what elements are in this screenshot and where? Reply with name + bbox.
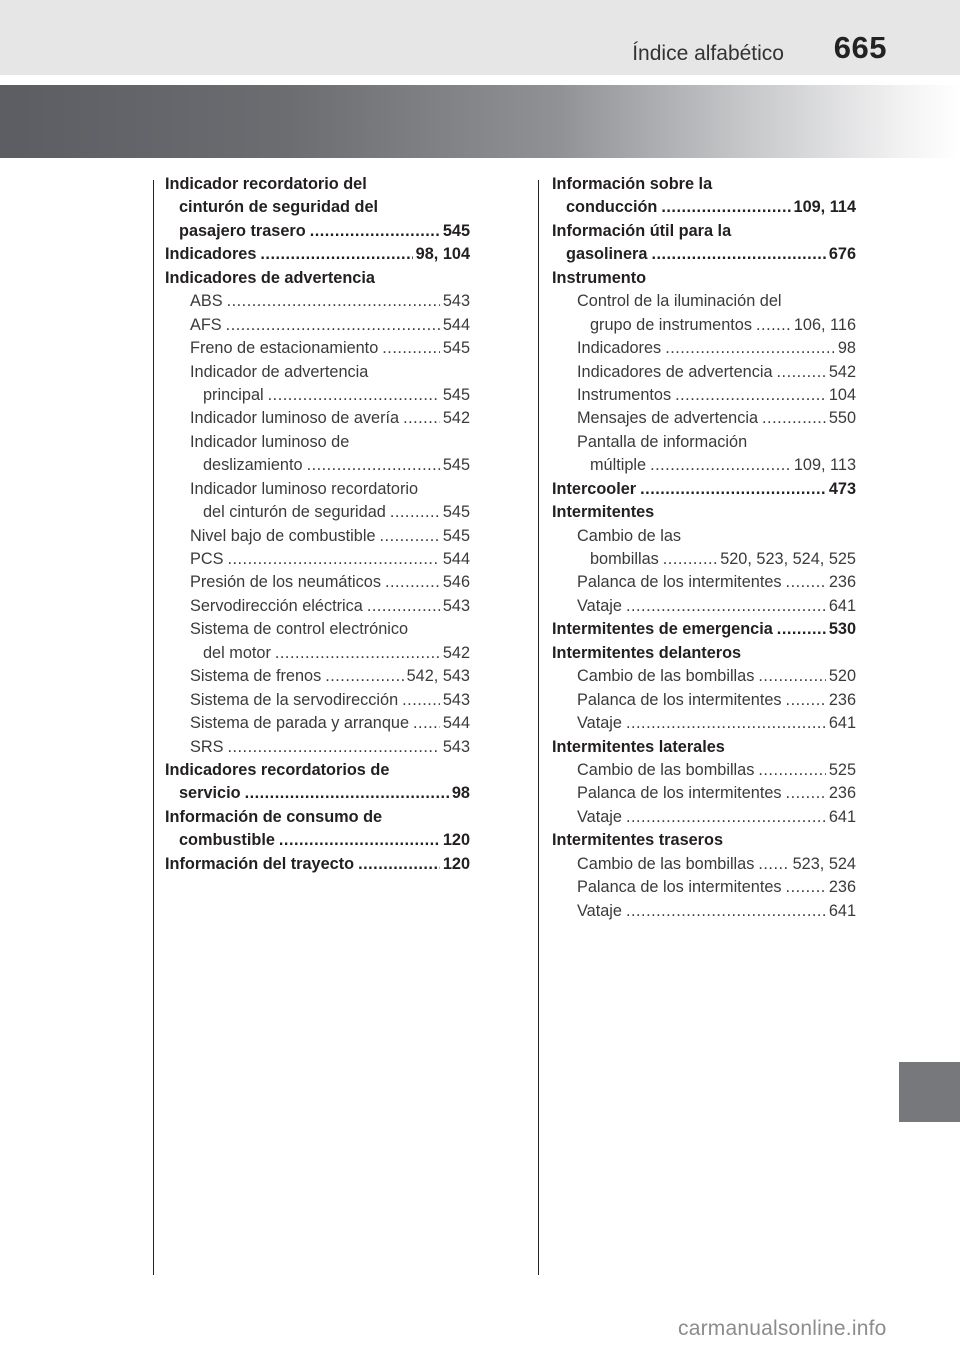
index-entry-text: Vataje — [577, 901, 622, 920]
index-entry-text: Indicador recordatorio del — [165, 175, 367, 193]
index-entry-text: PCS — [190, 550, 224, 568]
index-entry-text: múltiple — [590, 456, 647, 475]
page-reference[interactable]: 545 — [442, 221, 470, 240]
dot-leader — [777, 361, 826, 384]
index-entry-text: conducción — [566, 198, 658, 217]
index-column-right — [552, 173, 856, 923]
index-entry-text: deslizamiento — [203, 456, 303, 475]
index-entry-line — [577, 337, 856, 360]
page-reference[interactable]: 641 — [828, 901, 856, 920]
index-entry-text: grupo de instrumentos — [590, 315, 753, 334]
page-reference[interactable]: 236 — [828, 878, 856, 897]
index-entry-text: Indicador luminoso de avería — [190, 409, 400, 428]
index-entry-text: Palanca de los intermitentes — [577, 784, 782, 803]
index-entry-line — [552, 501, 856, 524]
index-entry-line — [577, 665, 856, 688]
index-entry-line — [190, 384, 470, 407]
index-entry-text: Indicadores de advertencia — [165, 268, 375, 287]
index-entry[interactable] — [165, 806, 470, 853]
index-entry-text: Palanca de los intermitentes — [577, 573, 782, 592]
index-entry-text: Vataje — [577, 714, 622, 733]
index-entry[interactable] — [552, 595, 856, 618]
index-entry-line — [165, 220, 470, 243]
index-entry-text: Cambio de las bombillas — [577, 760, 755, 779]
index-entry-text: del motor — [203, 643, 271, 662]
index-entry[interactable] — [552, 384, 856, 407]
index-entry[interactable] — [165, 595, 470, 618]
dot-leader — [626, 595, 826, 618]
index-entry-text: Presión de los neumáticos — [190, 573, 381, 592]
page-reference[interactable]: 545 — [442, 339, 470, 358]
index-entry[interactable] — [552, 736, 856, 759]
index-entry-text: Intermitentes laterales — [552, 737, 725, 756]
page-reference[interactable]: 120 — [442, 831, 470, 850]
index-entry-line — [577, 853, 856, 876]
dot-leader — [403, 407, 440, 430]
page-reference[interactable]: 544 — [442, 550, 470, 568]
dot-leader — [675, 384, 826, 407]
index-entry-line — [190, 689, 470, 712]
page-reference[interactable]: 520, 523, 524, 525 — [720, 550, 856, 568]
index-entry-text: servicio — [179, 784, 241, 803]
index-entry-text: Sistema de frenos — [190, 667, 322, 686]
index-entry-text: Información sobre la — [552, 175, 713, 193]
index-entry-text: Palanca de los intermitentes — [577, 690, 782, 709]
page-reference[interactable]: 676 — [828, 245, 856, 264]
index-entry[interactable] — [165, 525, 470, 548]
dot-leader — [227, 290, 440, 313]
index-entry-text: Indicadores — [577, 339, 662, 358]
page-reference[interactable]: 104 — [828, 385, 856, 404]
page-reference[interactable]: 542 — [828, 362, 856, 381]
index-entry-text: Intermitentes traseros — [552, 831, 724, 850]
index-entry[interactable] — [165, 431, 470, 478]
index-entry-text: Información del trayecto — [165, 854, 355, 873]
index-entry-line — [577, 595, 856, 618]
index-entry[interactable] — [165, 243, 470, 266]
index-entry[interactable] — [552, 876, 856, 899]
index-entry[interactable] — [552, 806, 856, 829]
index-entry[interactable] — [165, 736, 470, 759]
index-entry-line — [577, 361, 856, 384]
index-entry[interactable] — [552, 290, 856, 337]
index-entry-text: Indicadores — [165, 245, 257, 264]
page-reference[interactable]: 545 — [442, 385, 470, 404]
index-entry-text: Instrumentos — [577, 385, 672, 404]
index-entry-line — [190, 337, 470, 360]
dot-leader — [380, 525, 440, 548]
page-reference[interactable]: 236 — [828, 690, 856, 709]
index-entry-text: Intermitentes de emergencia — [552, 620, 773, 639]
index-entry-line — [165, 853, 470, 876]
index-entry[interactable] — [552, 853, 856, 876]
index-entry[interactable] — [165, 173, 470, 243]
index-entry-line — [577, 876, 856, 899]
index-entry-text: Cambio de las bombillas — [577, 667, 755, 686]
page-reference[interactable]: 641 — [828, 714, 856, 733]
index-entry[interactable] — [552, 431, 856, 478]
index-entry-text: Freno de estacionamiento — [190, 339, 379, 358]
index-entry-line — [190, 525, 470, 548]
index-entry-text: Control de la iluminación del — [577, 292, 782, 311]
page-reference[interactable]: 545 — [442, 503, 470, 522]
dot-leader — [786, 876, 826, 899]
index-entry-line — [165, 267, 470, 290]
dot-leader — [756, 314, 791, 337]
page-reference[interactable]: 109, 114 — [793, 198, 856, 217]
dot-leader — [227, 548, 439, 571]
index-entry[interactable] — [165, 571, 470, 594]
index-entry[interactable] — [165, 267, 470, 290]
page-reference[interactable]: 641 — [828, 596, 856, 615]
index-entry[interactable] — [552, 478, 856, 501]
index-entry[interactable] — [552, 829, 856, 852]
index-entry-text: Indicador luminoso de — [190, 432, 350, 451]
index-entry-text: Cambio de las — [577, 526, 682, 545]
dot-leader — [390, 501, 440, 524]
index-entry-text: Vataje — [577, 807, 622, 826]
dot-leader — [245, 782, 449, 805]
index-entry-line — [577, 454, 856, 477]
dot-leader — [382, 337, 440, 360]
index-entry-text: Sistema de control electrónico — [190, 620, 409, 639]
index-entry-text: principal — [203, 385, 264, 404]
page-reference[interactable]: 98 — [837, 339, 856, 358]
index-entry-line — [552, 267, 856, 290]
dot-leader — [275, 642, 440, 665]
index-entry-text: Palanca de los intermitentes — [577, 878, 782, 897]
section-thumb-tab[interactable] — [899, 1062, 960, 1122]
section-title: Índice alfabético — [632, 42, 784, 65]
dot-leader — [367, 595, 440, 618]
page-reference[interactable]: 98 — [451, 784, 470, 803]
index-entry-text: AFS — [190, 315, 222, 334]
page-reference[interactable]: 546 — [442, 573, 470, 592]
index-entry[interactable] — [552, 689, 856, 712]
index-entry-text: Cambio de las bombillas — [577, 854, 755, 873]
dot-leader — [663, 548, 717, 571]
dot-leader — [626, 900, 826, 923]
dot-leader — [762, 407, 826, 430]
index-entry[interactable] — [552, 665, 856, 688]
index-entry[interactable] — [552, 900, 856, 923]
page-reference[interactable]: 544 — [442, 714, 470, 733]
index-entry-text: cinturón de seguridad del — [179, 198, 379, 217]
page-reference[interactable]: 542, 543 — [406, 667, 470, 686]
index-entry-text: Sistema de parada y arranque — [190, 714, 410, 733]
index-entry-line — [190, 314, 470, 337]
dot-leader — [786, 782, 826, 805]
index-entry[interactable] — [165, 290, 470, 313]
dot-leader — [626, 712, 826, 735]
dot-leader — [260, 243, 412, 266]
index-entry[interactable] — [552, 571, 856, 594]
index-entry-text: Vataje — [577, 596, 622, 615]
index-entry-text: Indicadores recordatorios de — [165, 760, 390, 779]
index-entry-line — [552, 618, 856, 641]
dot-leader — [786, 689, 826, 712]
index-entry-text: Sistema de la servodirección — [190, 690, 399, 709]
index-entry-text: Intermitentes — [552, 503, 655, 522]
index-entry-line — [577, 384, 856, 407]
index-entry[interactable] — [165, 712, 470, 735]
index-entry[interactable] — [552, 782, 856, 805]
index-entry-line — [165, 173, 470, 196]
index-entry-text: ABS — [190, 292, 223, 311]
page-number: 665 — [833, 30, 887, 65]
header-banner — [0, 85, 960, 158]
dot-leader — [626, 806, 826, 829]
index-entry-line — [165, 782, 470, 805]
page-reference[interactable]: 543 — [442, 737, 470, 756]
page-reference[interactable]: 544 — [442, 315, 470, 334]
index-entry-line — [577, 806, 856, 829]
page-reference[interactable]: 530 — [828, 620, 856, 639]
index-entry-line — [190, 571, 470, 594]
dot-leader — [777, 618, 826, 641]
index-entry[interactable] — [552, 618, 856, 641]
index-entry[interactable] — [165, 853, 470, 876]
dot-leader — [651, 243, 825, 266]
index-entry-text: Mensajes de advertencia — [577, 409, 759, 428]
index-entry[interactable] — [165, 689, 470, 712]
index-entry-line — [190, 665, 470, 688]
index-entry-line — [190, 642, 470, 665]
page-reference[interactable]: 543 — [442, 596, 470, 615]
index-entry-text: combustible — [179, 831, 275, 850]
watermark: carmanualsonline.info — [678, 1317, 887, 1340]
page-reference[interactable]: 106, 116 — [793, 315, 856, 334]
page-reference[interactable]: 120 — [442, 854, 470, 873]
index-entry[interactable] — [552, 267, 856, 290]
column-rule-left — [153, 180, 154, 1275]
index-entry-text: Información de consumo de — [165, 807, 383, 826]
index-entry-text: Indicador luminoso recordatorio — [190, 479, 419, 498]
index-entry-text: Pantalla de información — [577, 432, 748, 451]
page-reference[interactable]: 236 — [828, 573, 856, 592]
index-entry[interactable] — [165, 618, 470, 665]
index-entry[interactable] — [552, 407, 856, 430]
index-entry-line — [190, 431, 470, 454]
dot-leader — [650, 454, 791, 477]
index-entry-line — [552, 829, 856, 852]
index-column-left — [165, 173, 470, 876]
dot-leader — [268, 384, 440, 407]
page-reference[interactable]: 542 — [442, 643, 470, 662]
index-entry-text: gasolinera — [566, 245, 648, 264]
dot-leader — [385, 571, 440, 594]
index-entry-text: Nivel bajo de combustible — [190, 526, 376, 545]
index-entry-line — [190, 712, 470, 735]
index-entry-line — [552, 243, 856, 266]
dot-leader — [413, 712, 440, 735]
page-reference[interactable]: 520 — [828, 667, 856, 686]
dot-leader — [640, 478, 826, 501]
index-entry-line — [552, 220, 856, 243]
page-reference[interactable]: 473 — [828, 479, 856, 498]
index-entry-line — [577, 712, 856, 735]
dot-leader — [758, 759, 825, 782]
index-entry-line — [577, 431, 856, 454]
index-entry-line — [577, 314, 856, 337]
page-reference[interactable]: 543 — [442, 292, 470, 311]
page-reference[interactable]: 543 — [442, 690, 470, 709]
dot-leader — [665, 337, 835, 360]
index-entry-line — [577, 900, 856, 923]
page-reference[interactable]: 542 — [442, 409, 470, 428]
index-entry-text: pasajero trasero — [179, 221, 306, 240]
index-entry-line — [552, 478, 856, 501]
column-rule-right — [538, 180, 539, 1275]
index-entry-text: Indicadores de advertencia — [577, 362, 773, 381]
index-entry-line — [552, 196, 856, 219]
page-reference[interactable]: 236 — [828, 784, 856, 803]
index-entry[interactable] — [165, 361, 470, 408]
index-entry[interactable] — [165, 407, 470, 430]
index-entry-line — [190, 407, 470, 430]
index-entry[interactable] — [165, 759, 470, 806]
index-entry-text: Intercooler — [552, 479, 637, 498]
index-entry-line — [577, 571, 856, 594]
index-entry-line — [577, 759, 856, 782]
dot-leader — [786, 571, 826, 594]
index-entry-line — [577, 548, 856, 571]
index-entry-line — [165, 806, 470, 829]
page-header-bar — [0, 0, 960, 75]
index-entry-text: bombillas — [590, 550, 659, 568]
index-entry-line — [577, 290, 856, 313]
index-entry-line — [165, 829, 470, 852]
dot-leader — [227, 736, 439, 759]
index-entry[interactable] — [165, 478, 470, 525]
page-reference[interactable]: 109, 113 — [793, 456, 856, 475]
index-entry[interactable] — [165, 314, 470, 337]
index-entry-line — [552, 736, 856, 759]
dot-leader — [358, 853, 440, 876]
page-reference[interactable]: 545 — [442, 526, 470, 545]
index-entry-line — [165, 196, 470, 219]
index-entry-line — [577, 782, 856, 805]
index-entry[interactable] — [552, 220, 856, 267]
index-entry[interactable] — [165, 665, 470, 688]
index-entry-line — [190, 290, 470, 313]
index-entry-line — [190, 595, 470, 618]
index-entry-line — [577, 689, 856, 712]
index-entry-line — [165, 243, 470, 266]
index-entry[interactable] — [165, 548, 470, 571]
index-entry-text: SRS — [190, 737, 224, 756]
index-entry-line — [165, 759, 470, 782]
index-entry[interactable] — [165, 337, 470, 360]
page-reference[interactable]: 550 — [828, 409, 856, 428]
index-entry[interactable] — [552, 361, 856, 384]
dot-leader — [758, 853, 789, 876]
index-entry[interactable] — [552, 759, 856, 782]
dot-leader — [661, 196, 790, 219]
index-entry[interactable] — [552, 501, 856, 524]
dot-leader — [758, 665, 825, 688]
page-reference[interactable]: 525 — [828, 760, 856, 779]
index-entry-line — [190, 478, 470, 501]
index-entry-text: Servodirección eléctrica — [190, 596, 363, 615]
dot-leader — [325, 665, 403, 688]
dot-leader — [226, 314, 440, 337]
index-entry-line — [190, 454, 470, 477]
index-entry[interactable] — [552, 712, 856, 735]
dot-leader — [310, 220, 440, 243]
index-entry-line — [552, 173, 856, 196]
index-entry-line — [552, 642, 856, 665]
page-reference[interactable]: 98, 104 — [415, 245, 470, 264]
index-entry-line — [190, 736, 470, 759]
index-entry-text: Intermitentes delanteros — [552, 643, 742, 662]
index-entry-line — [190, 548, 470, 571]
index-entry-line — [577, 407, 856, 430]
index-entry-line — [577, 525, 856, 548]
index-entry-line — [190, 361, 470, 384]
index-entry[interactable] — [552, 525, 856, 572]
index-entry-text: Información útil para la — [552, 221, 732, 240]
page-reference[interactable]: 641 — [828, 807, 856, 826]
index-entry-text: Instrumento — [552, 268, 647, 287]
index-entry[interactable] — [552, 173, 856, 220]
dot-leader — [402, 689, 440, 712]
dot-leader — [279, 829, 440, 852]
index-entry-text: Indicador de advertencia — [190, 362, 369, 381]
index-entry-text: del cinturón de seguridad — [203, 503, 386, 522]
page-reference[interactable]: 545 — [442, 456, 470, 475]
index-entry-line — [190, 618, 470, 641]
index-entry[interactable] — [552, 337, 856, 360]
page-reference[interactable]: 523, 524 — [792, 854, 856, 873]
index-entry[interactable] — [552, 642, 856, 665]
dot-leader — [307, 454, 440, 477]
index-entry-line — [190, 501, 470, 524]
